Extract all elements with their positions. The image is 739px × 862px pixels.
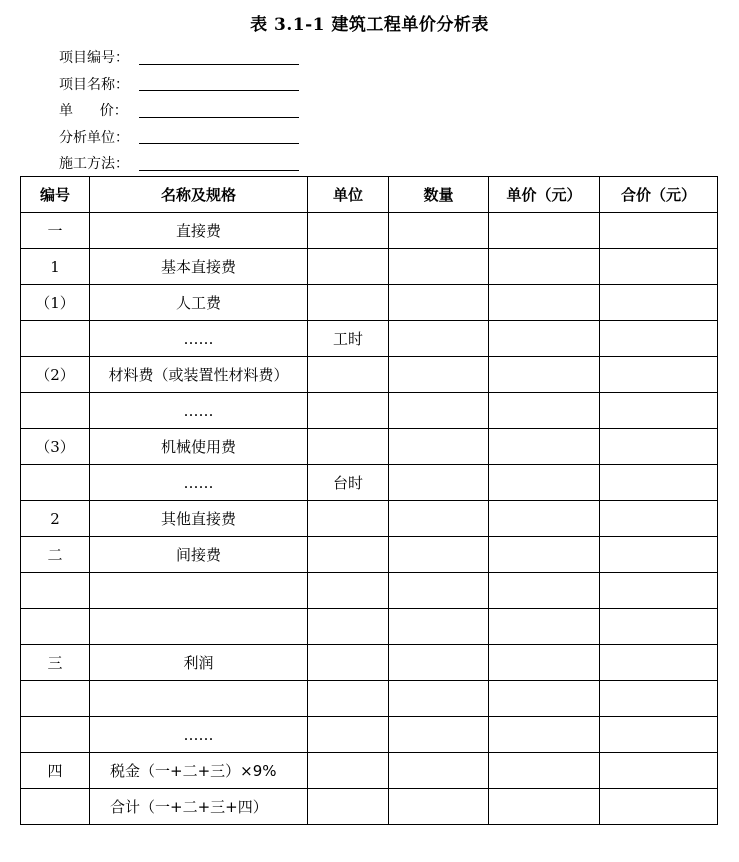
cell-name-spec: 基本直接费 [90, 249, 308, 285]
cell-quantity [389, 717, 489, 753]
cell-name-spec: …… [90, 465, 308, 501]
cell-unit [308, 645, 389, 681]
cell-unit-price [489, 213, 600, 249]
field-label: 单 价： [59, 103, 128, 120]
field-label: 施工方法： [59, 156, 129, 173]
table-row [21, 717, 718, 753]
cell-name-spec: 其他直接费 [90, 501, 308, 537]
cell-total-price [600, 357, 718, 393]
cell-unit [308, 537, 389, 573]
cell-number: （2） [21, 357, 90, 393]
cell-quantity [389, 537, 489, 573]
field-project-name [59, 71, 299, 98]
cell-total-price [600, 285, 718, 321]
cell-name-spec: 间接费 [90, 537, 308, 573]
cell-total-price [600, 789, 718, 825]
cell-total-price [600, 321, 718, 357]
cell-total-price [600, 573, 718, 609]
cell-unit [308, 753, 389, 789]
table-title: 表 3.1-1 建筑工程单价分析表 [250, 15, 489, 35]
table-row [21, 321, 718, 357]
cell-total-price [600, 609, 718, 645]
table-row [21, 357, 718, 393]
cell-name-spec: …… [90, 321, 308, 357]
cell-quantity [389, 213, 489, 249]
cell-number [21, 321, 90, 357]
cell-unit: 工时 [308, 321, 389, 357]
cell-unit-price [489, 321, 600, 357]
cell-quantity [389, 429, 489, 465]
cell-total-price [600, 681, 718, 717]
cell-number: 三 [21, 645, 90, 681]
cell-number: 二 [21, 537, 90, 573]
cell-unit [308, 501, 389, 537]
field-construction-method [59, 150, 299, 177]
cell-quantity [389, 465, 489, 501]
cell-unit-price [489, 573, 600, 609]
cell-number [21, 573, 90, 609]
header-unit-price: 单价（元） [489, 177, 600, 213]
cell-total-price [600, 753, 718, 789]
table-row [21, 249, 718, 285]
cell-unit-price [489, 645, 600, 681]
cell-unit-price [489, 249, 600, 285]
cell-quantity [389, 753, 489, 789]
cell-name-spec: 材料费（或装置性材料费） [90, 357, 308, 393]
cell-name-spec: …… [90, 393, 308, 429]
cell-unit-price [489, 753, 600, 789]
field-label: 项目名称： [59, 76, 129, 93]
header-number: 编号 [21, 177, 90, 213]
cell-unit [308, 717, 389, 753]
cell-name-spec: 税金（一+二+三）×9% [90, 753, 308, 789]
cell-quantity [389, 285, 489, 321]
cell-unit [308, 429, 389, 465]
cell-number: 1 [21, 249, 90, 285]
cell-unit-price [489, 285, 600, 321]
cell-name-spec: 人工费 [90, 285, 308, 321]
cell-number [21, 789, 90, 825]
cell-unit-price [489, 465, 600, 501]
cell-quantity [389, 645, 489, 681]
cell-number [21, 717, 90, 753]
cell-number: （3） [21, 429, 90, 465]
cell-unit [308, 285, 389, 321]
table-row [21, 429, 718, 465]
cell-number [21, 609, 90, 645]
table-row [21, 645, 718, 681]
cell-unit-price [489, 429, 600, 465]
cell-unit-price [489, 537, 600, 573]
header-name-spec: 名称及规格 [90, 177, 308, 213]
table-row [21, 609, 718, 645]
cell-name-spec: 合计（一+二+三+四） [90, 789, 308, 825]
cell-name-spec: 利润 [90, 645, 308, 681]
field-blank-line [139, 76, 299, 91]
cell-quantity [389, 609, 489, 645]
cell-total-price [600, 429, 718, 465]
cell-total-price [600, 213, 718, 249]
cell-unit-price [489, 681, 600, 717]
table-header-row [21, 177, 718, 213]
cell-unit-price [489, 357, 600, 393]
field-label: 分析单位： [59, 129, 129, 146]
cell-unit-price [489, 789, 600, 825]
field-label: 项目编号： [59, 50, 129, 67]
cell-name-spec [90, 609, 308, 645]
cell-unit-price [489, 393, 600, 429]
cell-number: （1） [21, 285, 90, 321]
cell-quantity [389, 357, 489, 393]
table-row [21, 393, 718, 429]
cell-quantity [389, 249, 489, 285]
cell-name-spec: …… [90, 717, 308, 753]
cell-total-price [600, 501, 718, 537]
cell-number [21, 465, 90, 501]
field-project-number [59, 44, 299, 71]
header-fields [59, 44, 299, 177]
header-unit: 单位 [308, 177, 389, 213]
table-row [21, 501, 718, 537]
cell-total-price [600, 393, 718, 429]
header-total-price: 合价（元） [600, 177, 718, 213]
cell-name-spec: 直接费 [90, 213, 308, 249]
cell-unit [308, 393, 389, 429]
cell-quantity [389, 501, 489, 537]
table-row [21, 465, 718, 501]
field-blank-line [139, 129, 299, 144]
cell-quantity [389, 321, 489, 357]
cell-total-price [600, 645, 718, 681]
cell-unit [308, 609, 389, 645]
field-analysis-unit [59, 124, 299, 151]
cell-number: 2 [21, 501, 90, 537]
table-row [21, 789, 718, 825]
table-row [21, 213, 718, 249]
cell-total-price [600, 537, 718, 573]
field-blank-line [139, 50, 299, 65]
field-unit-price [59, 97, 299, 124]
cell-unit [308, 681, 389, 717]
cell-quantity [389, 573, 489, 609]
field-blank-line [139, 103, 299, 118]
cell-name-spec [90, 573, 308, 609]
table-row [21, 681, 718, 717]
table-row [21, 285, 718, 321]
cell-unit-price [489, 501, 600, 537]
field-blank-line [139, 156, 299, 171]
cell-unit [308, 789, 389, 825]
cell-name-spec: 机械使用费 [90, 429, 308, 465]
table-row [21, 537, 718, 573]
cell-quantity [389, 393, 489, 429]
unit-price-analysis-table [20, 176, 718, 825]
cell-number [21, 681, 90, 717]
header-quantity: 数量 [389, 177, 489, 213]
table-row [21, 573, 718, 609]
cell-name-spec [90, 681, 308, 717]
cell-total-price [600, 249, 718, 285]
cell-unit [308, 573, 389, 609]
cell-unit: 台时 [308, 465, 389, 501]
cell-number: 一 [21, 213, 90, 249]
table-row [21, 753, 718, 789]
cell-unit-price [489, 609, 600, 645]
cell-unit-price [489, 717, 600, 753]
cell-unit [308, 249, 389, 285]
cell-number: 四 [21, 753, 90, 789]
cell-total-price [600, 717, 718, 753]
cell-quantity [389, 681, 489, 717]
cell-unit [308, 213, 389, 249]
cell-unit [308, 357, 389, 393]
cell-total-price [600, 465, 718, 501]
cell-quantity [389, 789, 489, 825]
cell-number [21, 393, 90, 429]
